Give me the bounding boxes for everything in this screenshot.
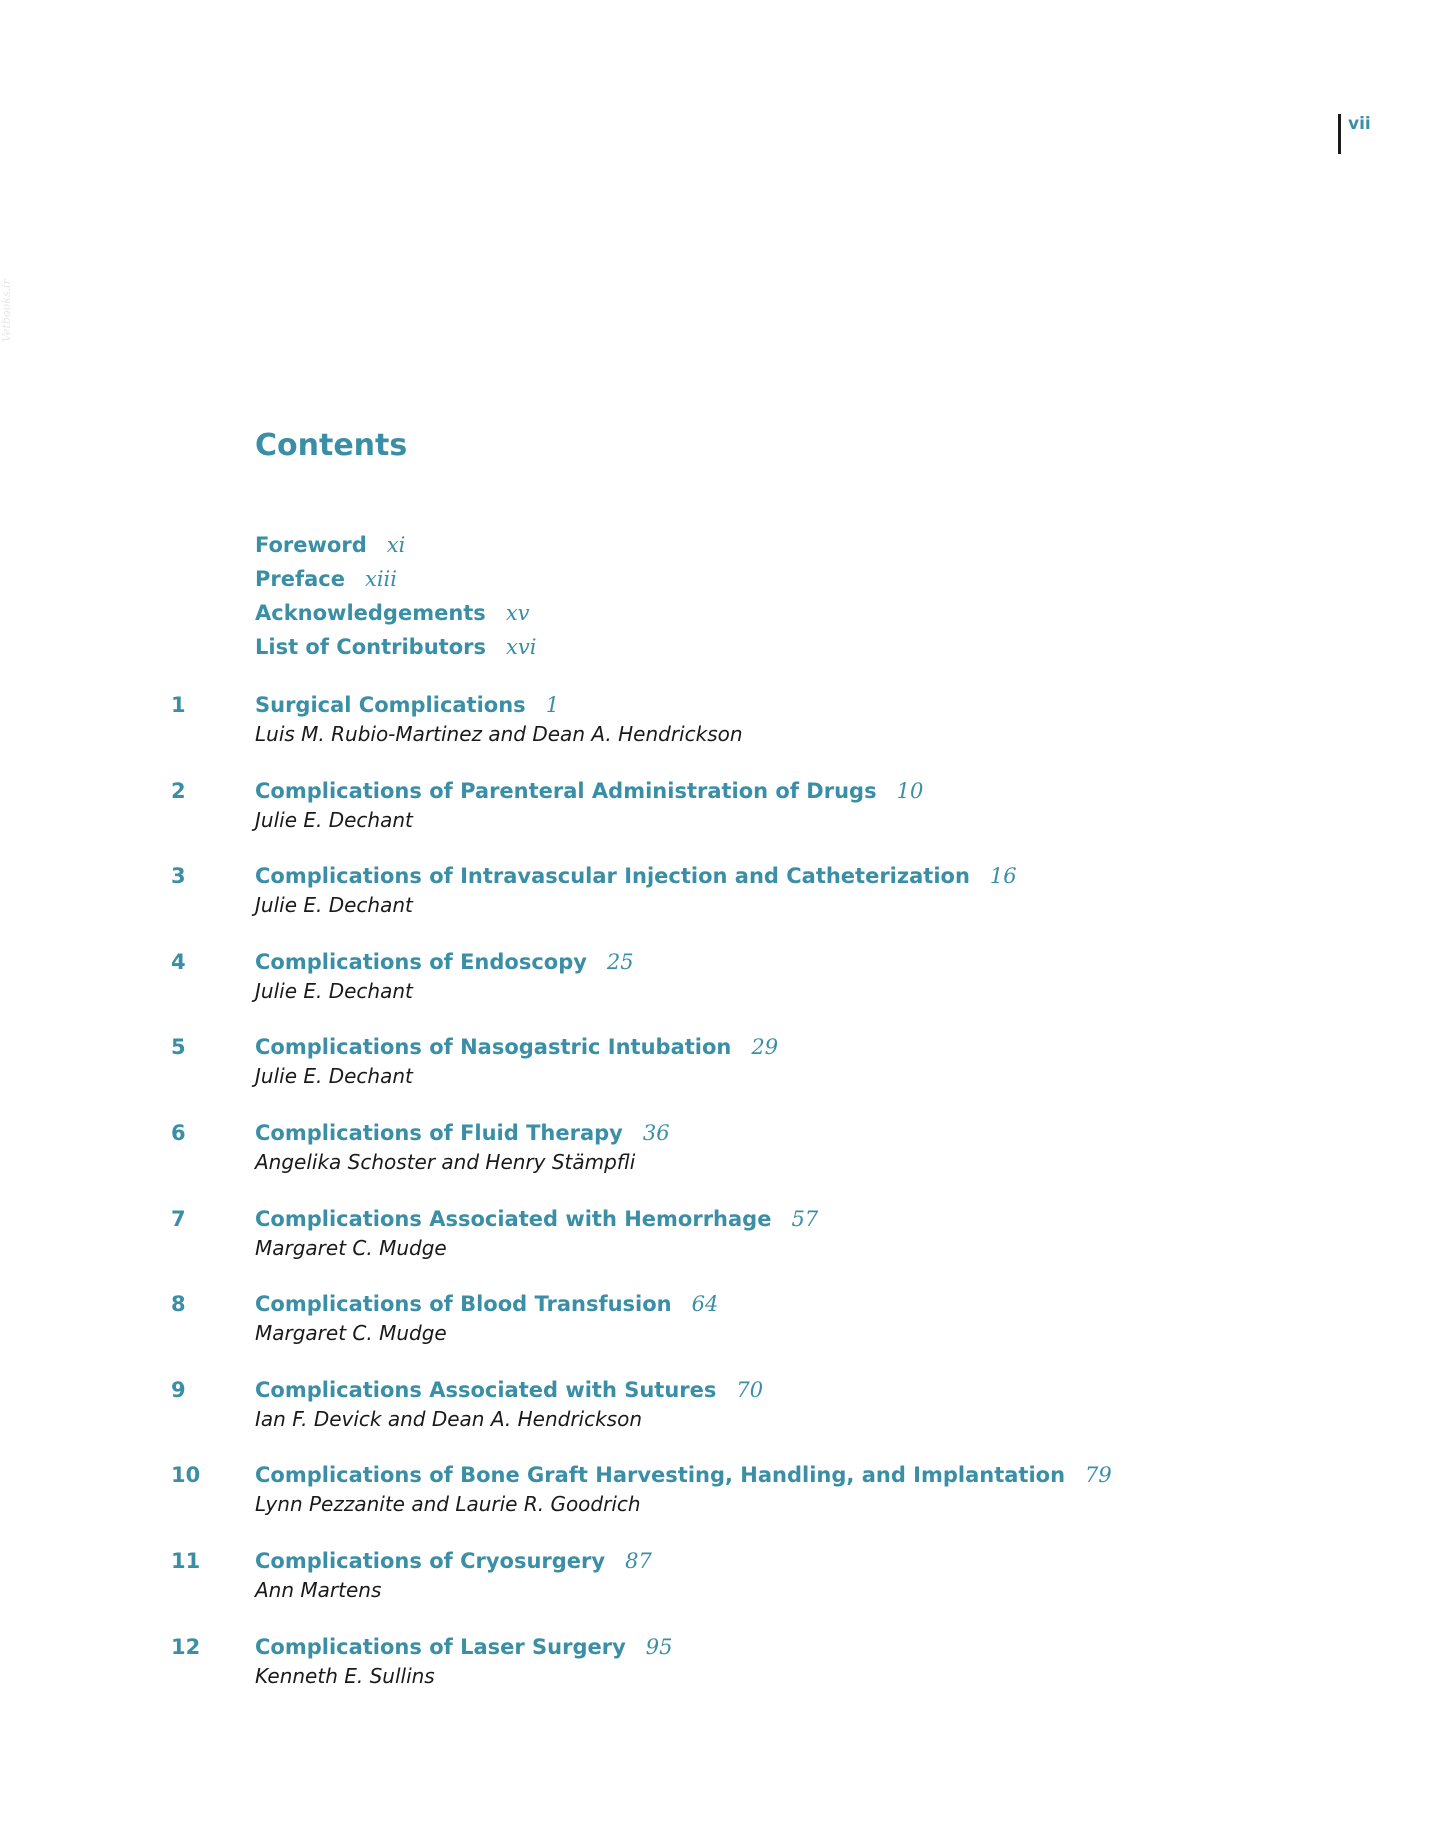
front-matter-title[interactable]: Foreword: [255, 533, 367, 557]
page-number: vii: [1348, 114, 1371, 134]
chapter-number: 6: [171, 1120, 186, 1145]
chapter-page: 57: [791, 1206, 819, 1231]
front-matter-title[interactable]: Preface: [255, 567, 345, 591]
chapter-authors: Angelika Schoster and Henry Stämpfli: [255, 1149, 636, 1174]
chapter-title[interactable]: Surgical Complications: [255, 693, 526, 717]
chapter-entry-10[interactable]: [0, 1460, 1445, 1546]
chapter-number: 9: [171, 1377, 186, 1402]
chapter-number: 3: [171, 864, 186, 889]
chapter-entry-11[interactable]: [0, 1546, 1445, 1632]
chapter-number: 11: [171, 1548, 201, 1573]
chapter-list: [0, 690, 1445, 1717]
chapter-page: 25: [606, 949, 634, 974]
chapter-title[interactable]: Complications of Blood Transfusion: [255, 1292, 672, 1317]
chapter-page: 79: [1085, 1463, 1112, 1488]
chapter-number: 4: [171, 949, 186, 974]
chapter-page: 95: [645, 1634, 673, 1659]
chapter-entry-5[interactable]: [0, 1032, 1445, 1118]
chapter-title[interactable]: Complications of Nasogastric Intubation: [255, 1035, 732, 1060]
chapter-page: 10: [896, 778, 924, 803]
front-matter-item-acknowledgements[interactable]: [255, 596, 536, 630]
chapter-entry-4[interactable]: [0, 947, 1445, 1033]
chapter-number: 10: [171, 1463, 201, 1488]
chapter-authors: Margaret C. Mudge: [255, 1321, 447, 1346]
chapter-page: 36: [642, 1120, 670, 1145]
chapter-authors: Julie E. Dechant: [255, 893, 413, 918]
front-matter-page: xiii: [365, 567, 397, 591]
chapter-entry-9[interactable]: [0, 1375, 1445, 1461]
chapter-number: 5: [171, 1035, 186, 1060]
front-matter-title[interactable]: List of Contributors: [255, 635, 486, 659]
chapter-entry-8[interactable]: [0, 1289, 1445, 1375]
page-marker-bar: [1338, 114, 1341, 154]
chapter-page: 29: [751, 1035, 779, 1060]
chapter-authors: Margaret C. Mudge: [255, 1235, 447, 1260]
chapter-page: 16: [989, 864, 1017, 889]
chapter-authors: Lynn Pezzanite and Laurie R. Goodrich: [255, 1492, 641, 1517]
chapter-title[interactable]: Complications of Endoscopy: [255, 949, 587, 974]
front-matter-title[interactable]: Acknowledgements: [255, 601, 486, 625]
chapter-number: 7: [171, 1206, 186, 1231]
watermark: Vetbooks.ir: [0, 279, 13, 342]
chapter-page: 70: [736, 1377, 764, 1402]
chapter-authors: Ann Martens: [255, 1577, 382, 1602]
front-matter-page: xi: [386, 533, 406, 557]
chapter-number: 8: [171, 1292, 186, 1317]
chapter-entry-3[interactable]: [0, 861, 1445, 947]
chapter-authors: Julie E. Dechant: [255, 978, 413, 1003]
page-number-marker: [1338, 114, 1371, 154]
chapter-page: 1: [545, 693, 560, 717]
chapter-title[interactable]: Complications of Intravascular Injection and Catheterization: [255, 864, 970, 889]
chapter-authors: Luis M. Rubio-Martinez and Dean A. Hendrickson: [255, 722, 743, 746]
chapter-title[interactable]: Complications of Fluid Therapy: [255, 1120, 623, 1145]
chapter-authors: Ian F. Devick and Dean A. Hendrickson: [255, 1406, 643, 1431]
chapter-title[interactable]: Complications of Bone Graft Harvesting, Handling, and Implantation: [255, 1463, 1066, 1488]
front-matter-page: xvi: [506, 635, 537, 659]
front-matter-page: xv: [505, 601, 530, 625]
front-matter-item-preface[interactable]: [255, 562, 536, 596]
chapter-title[interactable]: Complications Associated with Hemorrhage: [255, 1206, 772, 1231]
chapter-entry-7[interactable]: [0, 1204, 1445, 1290]
front-matter-item-contributors[interactable]: [255, 630, 536, 664]
chapter-page: 64: [691, 1292, 719, 1317]
chapter-entry-2[interactable]: [0, 776, 1445, 862]
chapter-number: 2: [171, 778, 186, 803]
chapter-number: 1: [171, 693, 186, 717]
front-matter-list: [255, 528, 536, 664]
page-title: Contents: [255, 428, 408, 463]
chapter-page: 87: [625, 1548, 652, 1573]
front-matter-item-foreword[interactable]: [255, 528, 536, 562]
chapter-authors: Julie E. Dechant: [255, 1064, 413, 1089]
chapter-title[interactable]: Complications of Cryosurgery: [255, 1548, 606, 1573]
chapter-title[interactable]: Complications Associated with Sutures: [255, 1377, 717, 1402]
chapter-entry-6[interactable]: [0, 1118, 1445, 1204]
chapter-title[interactable]: Complications of Parenteral Administration of Drugs: [255, 778, 877, 803]
chapter-entry-1[interactable]: [0, 690, 1445, 776]
chapter-title[interactable]: Complications of Laser Surgery: [255, 1634, 626, 1659]
chapter-number: 12: [171, 1634, 201, 1659]
chapter-entry-12[interactable]: [0, 1632, 1445, 1718]
chapter-authors: Kenneth E. Sullins: [255, 1663, 435, 1688]
chapter-authors: Julie E. Dechant: [255, 807, 413, 832]
